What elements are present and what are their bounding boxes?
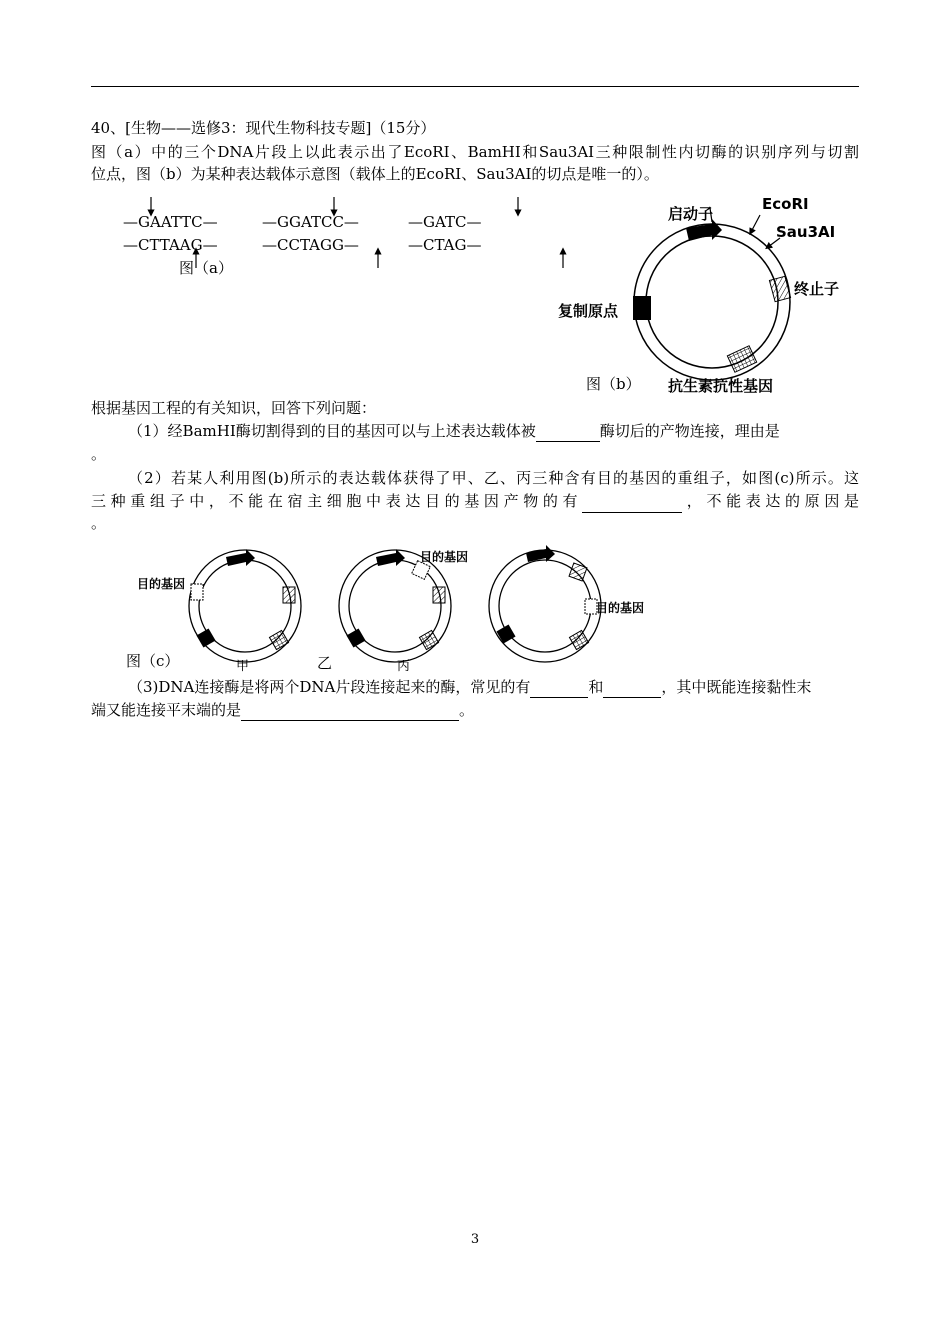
q3-part-c: ，其中既能连接黏性末 (661, 678, 812, 696)
yi-gene-label: 目的基因 (420, 550, 469, 564)
q2-end: 。 (91, 514, 107, 532)
q3-blank-1[interactable] (530, 677, 588, 698)
q3-line-2 (91, 700, 474, 721)
origin-label: 复制原点 (558, 302, 619, 320)
figure-c-caption: 图（c） (126, 652, 180, 670)
ecori-label: EcoRI (762, 195, 809, 213)
q2-part-b: 三种重组子中，不能在宿主细胞中表达目的基因产物的有 (91, 492, 583, 510)
seq2-bottom: —CCTAGG— (262, 236, 359, 254)
jia-gene-label: 目的基因 (137, 577, 186, 591)
intro-line-2: 位点，图（b）为某种表达载体示意图（载体上的EcoRI、Sau3AI的切点是唯一的）。 (91, 165, 659, 183)
seq3-bottom: —CTAG— (408, 236, 482, 254)
page-number: 3 (470, 1232, 480, 1247)
q2-part-c: ，不能表达的原因是 (682, 492, 859, 510)
q2-line-1: （2）若某人利用图(b)所示的表达载体获得了甲、乙、丙三种含有目的基因的重组子，如图(c)所示。这 (128, 469, 859, 487)
seq3-top: —GATC— (408, 213, 482, 231)
yi-caption: 乙 (317, 654, 333, 672)
figure-b-caption: 图（b） (586, 375, 641, 393)
seq1-bottom: —CTTAAG— (123, 236, 218, 254)
plasmid-jia (189, 549, 301, 662)
figure-a-caption: 图（a） (179, 259, 233, 277)
promoter-label: 启动子 (668, 205, 714, 223)
q3-part-a: （3)DNA连接酶是将两个DNA片段连接起来的酶，常见的有 (128, 678, 531, 696)
q3-blank-2[interactable] (603, 677, 661, 698)
jia-caption: 甲 (236, 659, 250, 674)
q1-end: 。 (91, 445, 107, 463)
q1-part-a: （1）经BamHI酶切割得到的目的基因可以与上述表达载体被 (128, 422, 536, 440)
seq2-top: —GGATCC— (262, 213, 359, 231)
resistance-label: 抗生素抗性基因 (668, 377, 774, 395)
seq1-top: —GAATTC— (123, 213, 218, 231)
q3-part-e: 。 (459, 701, 475, 719)
q3-part-d: 端又能连接平末端的是 (91, 701, 242, 719)
intro-line-1: 图（a）中的三个DNA片段上以此表示出了EcoRI、BamHI和Sau3AI三种限制性内切酶的识别序列与切割 (91, 143, 859, 161)
q3-line-1 (128, 677, 811, 698)
q1-part-b: 酶切后的产物连接，理由是 (599, 422, 780, 440)
sau3ai-label: Sau3AI (776, 223, 836, 241)
plasmid-bing (489, 545, 601, 662)
question-prompt: 根据基因工程的有关知识，回答下列问题： (91, 399, 377, 417)
bing-caption: 丙 (397, 659, 411, 674)
q3-blank-3[interactable] (241, 700, 459, 721)
terminator-label: 终止子 (794, 280, 840, 298)
bing-gene-label: 目的基因 (596, 601, 645, 615)
q3-part-b: 和 (588, 678, 604, 696)
question-title: 40、[生物——选修3：现代生物科技专题]（15分） (91, 119, 436, 137)
